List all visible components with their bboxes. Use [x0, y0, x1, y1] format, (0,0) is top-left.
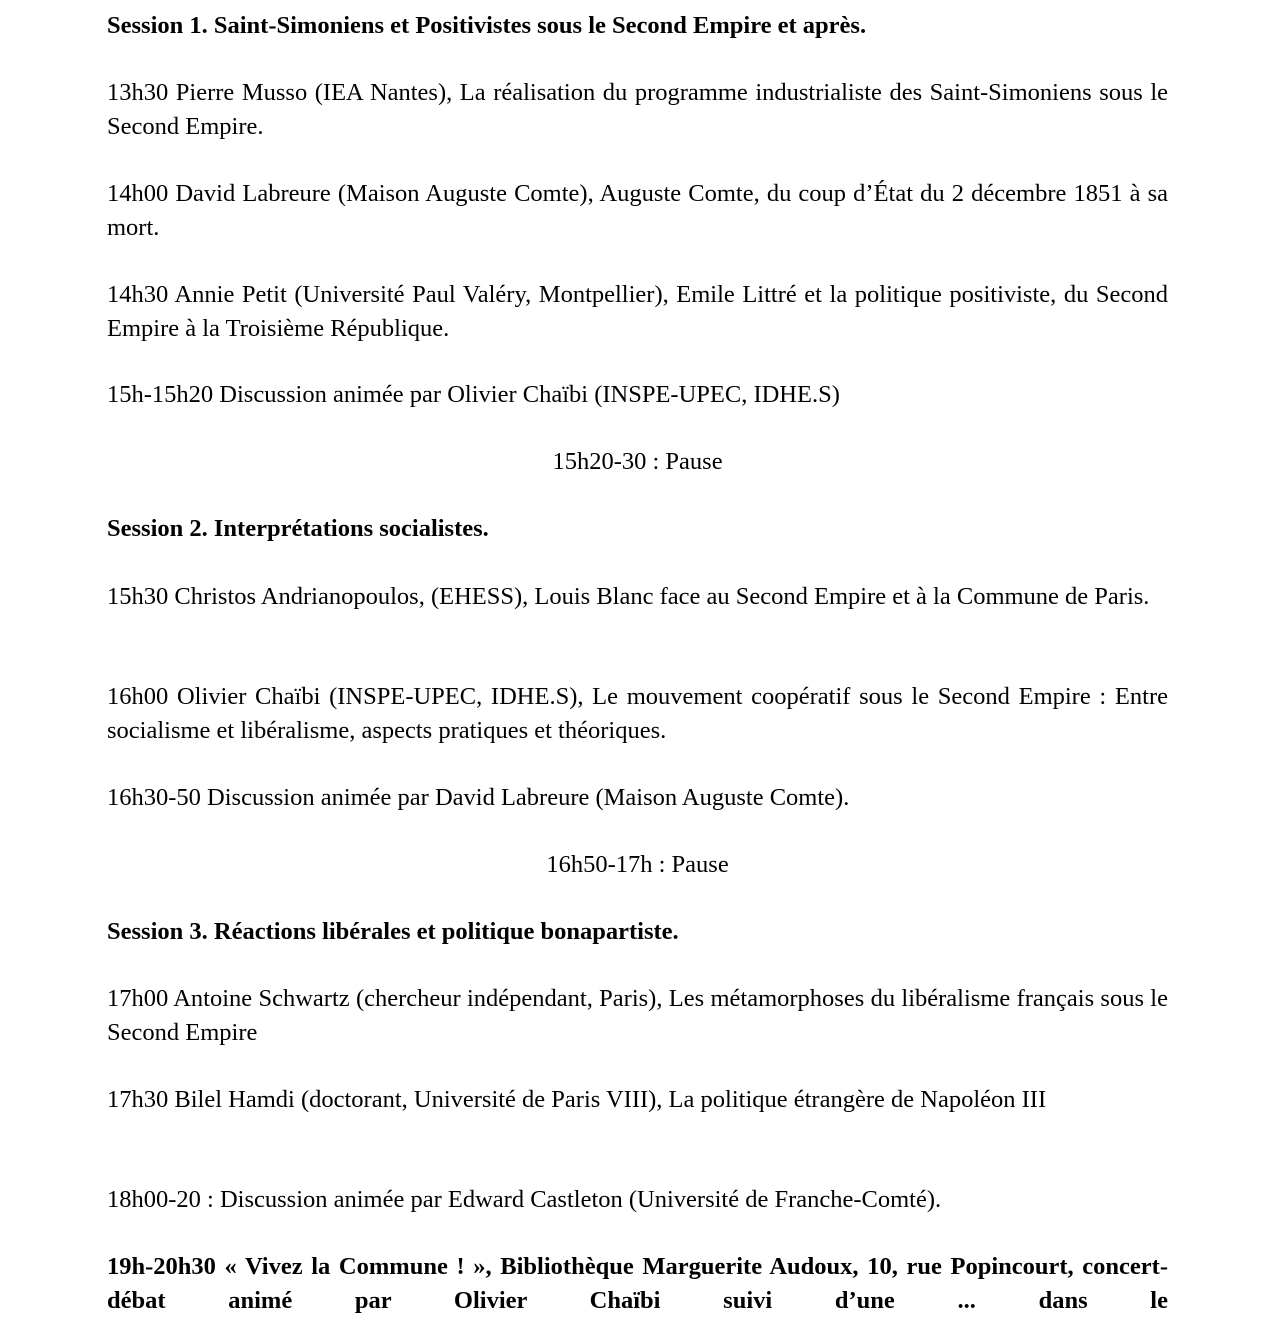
discussion-item: 15h-15h20 Discussion animée par Olivier Chaïbi (INSPE-UPEC, IDHE.S)	[107, 381, 840, 408]
talk-item: 15h30 Christos Andrianopoulos, (EHESS), Louis Blanc face au Second Empire et à la Commune de Paris.	[107, 583, 1150, 610]
session-2-title: Session 2. Interprétations socialistes.	[107, 515, 489, 542]
talk-item: 13h30 Pierre Musso (IEA Nantes), La réalisation du programme industrialiste des Saint-Simoniens sous le Second Empire.	[107, 79, 1168, 140]
talk-item: 17h30 Bilel Hamdi (doctorant, Université de Paris VIII), La politique étrangère de Napoléon III	[107, 1086, 1047, 1113]
talk-item: 17h00 Antoine Schwartz (chercheur indépendant, Paris), Les métamorphoses du libéralisme français sous le Second Empire	[107, 985, 1168, 1046]
talk-item: 14h00 David Labreure (Maison Auguste Comte), Auguste Comte, du coup d’État du 2 décembre 1851 à sa mort.	[107, 180, 1168, 241]
evening-event: 19h-20h30 « Vivez la Commune ! », Bibliothèque Marguerite Audoux, 10, rue Popincourt, concert-débat animé par Olivier Chaïbi suivi d’une ... dans le	[107, 1253, 1168, 1314]
discussion-item: 18h00-20 : Discussion animée par Edward Castleton (Université de Franche-Comté).	[107, 1186, 942, 1213]
break-item: 15h20-30 : Pause	[552, 448, 723, 475]
talk-item: 16h00 Olivier Chaïbi (INSPE-UPEC, IDHE.S), Le mouvement coopératif sous le Second Empire : Entre socialisme et libéralisme, aspects pratiques et théoriques.	[107, 683, 1168, 744]
session-3-title: Session 3. Réactions libérales et politique bonapartiste.	[107, 918, 679, 945]
discussion-item: 16h30-50 Discussion animée par David Labreure (Maison Auguste Comte).	[107, 784, 850, 811]
break-item: 16h50-17h : Pause	[546, 851, 729, 878]
talk-item: 14h30 Annie Petit (Université Paul Valéry, Montpellier), Emile Littré et la politique positiviste, du Second Empire à la Troisième République.	[107, 281, 1168, 342]
session-1-title: Session 1. Saint-Simoniens et Positivistes sous le Second Empire et après.	[107, 12, 867, 39]
